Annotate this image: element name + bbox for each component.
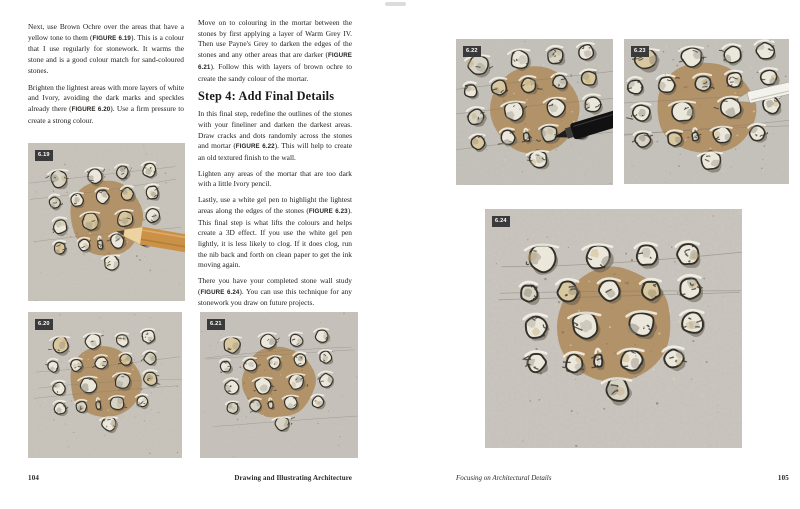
figure-label-badge: 6.21: [207, 319, 225, 330]
paragraph-mortar: Move on to colouring in the mortar between the stones by first applying a layer of Warm Grey IV. Then use Payne's Grey to darken the edges of the stones and any other areas that are darker (FIGURE 6.21). Follow this with layers of brown ochre to create the sandy colour of the mortar.: [198, 18, 352, 83]
stone-wall-photo: [456, 39, 613, 185]
paragraph-completed: There you have your completed stone wall study (FIGURE 6.24). You can use this technique for any stonework you draw on future projects.: [198, 276, 352, 308]
page-number: 104: [28, 474, 40, 482]
stone-wall-photo: [200, 312, 358, 458]
figure-label-badge: 6.19: [35, 150, 53, 161]
figure-label-badge: 6.20: [35, 319, 53, 330]
figure-6-24: [485, 209, 742, 448]
stone-wall-photo: [624, 39, 789, 184]
figure-label-badge: 6.23: [631, 46, 649, 57]
text-column-1: [28, 22, 184, 132]
paragraph-brown-ochre: Next, use Brown Ochre over the areas that have a yellow tone to them (FIGURE 6.19). This is a colour that I use regularly for stonework. It warms the stone and is a good colour match for sand-coloured stones.: [28, 22, 184, 75]
text-column-2: [198, 18, 352, 314]
figure-6-19: [28, 143, 185, 301]
running-footer: Drawing and Illustrating Architecture: [234, 474, 352, 482]
paragraph-final-step: In this final step, redefine the outlines of the stones with your fineliner and darken the darkest areas. Draw cracks and dots randomly across the stones and mortar (FIGURE 6.22). This will help to create an old textured finish to the wall.: [198, 109, 352, 163]
running-footer: Focusing on Architectural Details: [456, 474, 552, 482]
paragraph-lighten: Lighten any areas of the mortar that are too dark with a little Ivory pencil.: [198, 168, 352, 189]
section-heading-step4: Step 4: Add Final Details: [198, 89, 335, 104]
footer-left-page: [28, 474, 352, 482]
page-number: 105: [777, 474, 789, 482]
paragraph-gel-pen: Lastly, use a white gel pen to highlight the lightest areas along the edges of the stones (FIGURE 6.23). This final step is what lifts the colours and helps create a 3D effect. If you use the white gel pen lightly, it is less likely to clog. If it does clog, run the nib back and forth on clean paper to get the ink moving again.: [198, 195, 352, 270]
stone-wall-photo: [28, 143, 185, 301]
figure-6-21: [200, 312, 358, 458]
figure-6-20: [28, 312, 182, 458]
stone-wall-photo: [485, 209, 742, 448]
figure-label-badge: 6.24: [492, 216, 510, 227]
stone-wall-photo: [28, 312, 182, 458]
page-right: [400, 0, 800, 509]
figure-6-22: [456, 39, 613, 185]
footer-right-page: [456, 474, 789, 482]
paragraph-brighten: Brighten the lightest areas with more layers of white and Ivory, avoiding the dark marks and speckles already there (FIGURE 6.20). Use a firm pressure to create a strong colour.: [28, 82, 184, 125]
figure-label-badge: 6.22: [463, 46, 481, 57]
figure-6-23: [624, 39, 789, 184]
